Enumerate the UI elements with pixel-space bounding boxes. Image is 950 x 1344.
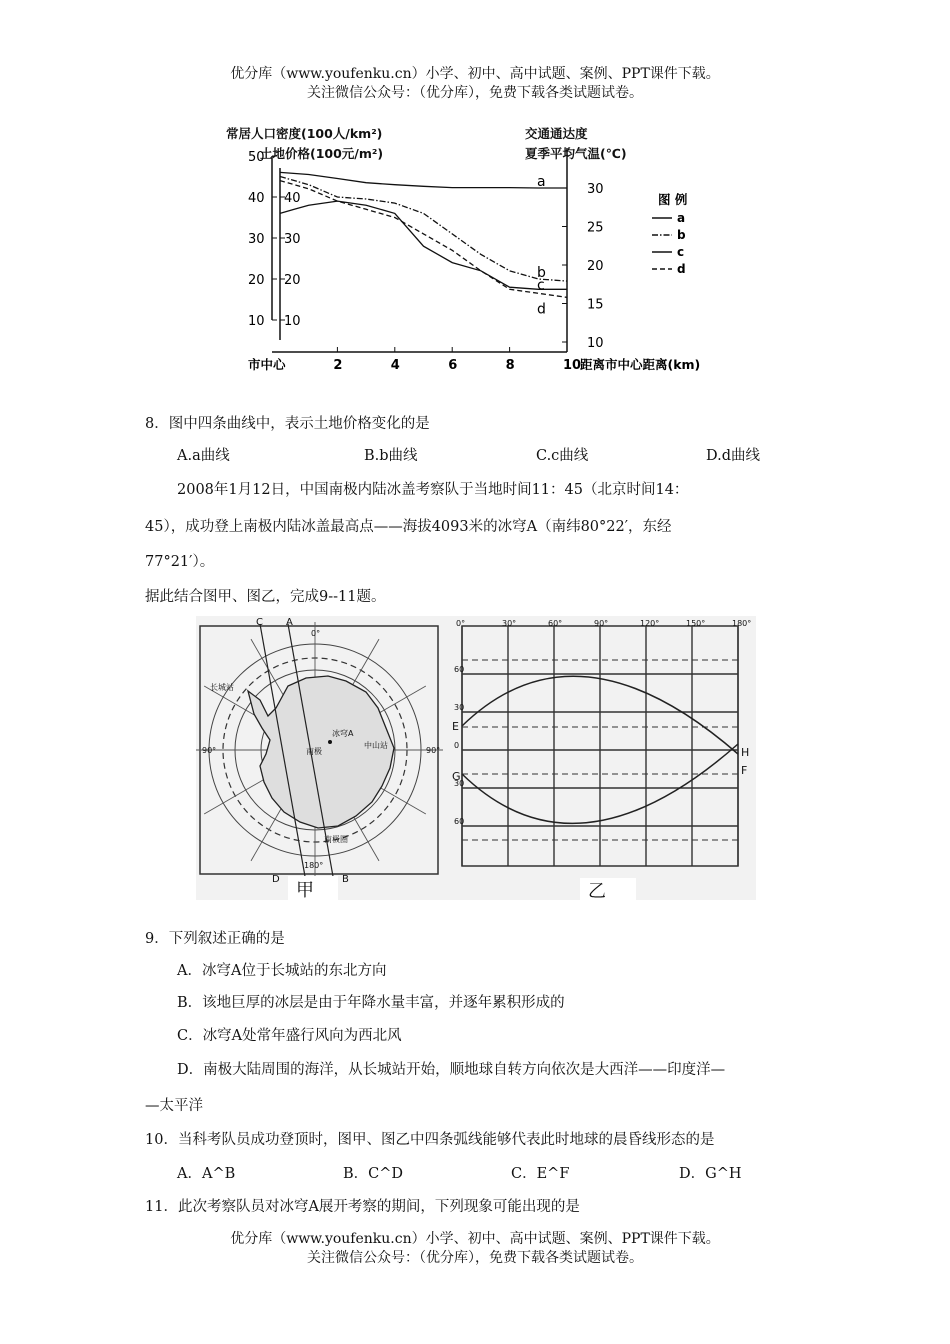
series-line-d xyxy=(280,181,567,298)
right-axis-tick-label: 30 xyxy=(587,182,604,197)
jia-label-180: 180° xyxy=(304,861,324,870)
jia-label-zhongshan: 中山站 xyxy=(364,741,388,750)
q8-stem: 8．图中四条曲线中，表示土地价格变化的是 xyxy=(145,416,430,432)
series-end-label-d: d xyxy=(537,301,546,318)
footer-line-2: 关注微信公众号：（优分库），免费下载各类试题试卷。 xyxy=(307,1250,643,1266)
yi-letter-f: F xyxy=(741,764,748,777)
q8-option-b: B.b曲线 xyxy=(364,448,418,464)
right-axis-tick-label: 10 xyxy=(587,336,604,351)
q9-option-d-line-1: D．南极大陆周围的海洋，从长城站开始，顺地球自转方向依次是大西洋——印度洋— xyxy=(177,1062,726,1078)
yi-side-label: 60 xyxy=(454,665,465,674)
yi-letter-e: E xyxy=(452,720,459,733)
yi-caption: 乙 xyxy=(588,881,606,900)
q10-option-b: B．C^D xyxy=(343,1166,404,1182)
jia-label-d: D xyxy=(272,874,280,885)
jia-caption: 甲 xyxy=(296,880,314,900)
jia-label-a: A xyxy=(286,617,293,628)
x-axis-tick-label: 6 xyxy=(448,358,458,373)
q10-option-c: C．E^F xyxy=(511,1166,570,1182)
jia-label-bingqiong: 冰穹A xyxy=(332,729,354,738)
legend-label-b: b xyxy=(677,228,686,242)
x-axis-tick-label: 4 xyxy=(390,358,400,373)
x-axis-tick-label: 2 xyxy=(333,358,343,373)
x-axis-label: 距离市中心距离(km) xyxy=(580,357,701,372)
series-line-b xyxy=(280,177,567,282)
footer-line-1: 优分库（www.youfenku.cn）小学、初中、高中试题、案例、PPT课件下载。 xyxy=(230,1231,720,1247)
x-axis-tick-label: 10 xyxy=(563,358,582,373)
jia-label-b: B xyxy=(342,874,349,885)
legend-label-a: a xyxy=(677,211,686,225)
header-line-2: 关注微信公众号：（优分库），免费下载各类试题试卷。 xyxy=(307,85,643,101)
passage-line-4: 据此结合图甲、图乙，完成9--11题。 xyxy=(145,589,386,605)
yi-letter-g: G xyxy=(452,770,461,783)
q10-stem: 10．当科考队员成功登顶时，图甲、图乙中四条弧线能够代表此时地球的晨昏线形态的是 xyxy=(145,1132,715,1148)
jia-label-e90: 90° xyxy=(426,746,441,755)
right-axis-tick-label: 20 xyxy=(587,259,604,274)
q9-option-b: B．该地巨厚的冰层是由于年降水量丰富，并逐年累积形成的 xyxy=(177,995,565,1011)
inner-axis-title: 土地价格(100元/m²) xyxy=(260,146,384,161)
jia-label-0deg: 0° xyxy=(311,629,321,638)
jia-label-nanjiquan: 南极圈 xyxy=(324,835,348,844)
q9-option-d-line-2: —太平洋 xyxy=(145,1098,203,1114)
yi-side-label: 60 xyxy=(454,817,465,826)
inner-axis-tick-label: 10 xyxy=(284,314,301,329)
figure-yi-graticule xyxy=(452,616,756,900)
yi-top-label: 180° xyxy=(732,619,752,628)
jia-label-w90: 90° xyxy=(202,746,217,755)
q9-option-a: A．冰穹A位于长城站的东北方向 xyxy=(177,963,387,979)
left-axis-tick-label: 20 xyxy=(248,273,265,288)
series-end-label-c: c xyxy=(537,277,545,294)
q10-option-a: A．A^B xyxy=(177,1166,236,1182)
q9-option-c: C．冰穹A处常年盛行风向为西北风 xyxy=(177,1028,402,1044)
q11-stem: 11．此次考察队员对冰穹A展开考察的期间，下列现象可能出现的是 xyxy=(145,1199,580,1215)
yi-top-label: 30° xyxy=(502,619,517,628)
urban-line-chart xyxy=(220,118,740,380)
q8-option-a: A.a曲线 xyxy=(177,448,230,464)
inner-axis-tick-label: 40 xyxy=(284,191,301,206)
right-axis-tick-label: 25 xyxy=(587,220,604,236)
passage-line-1: 2008年1月12日，中国南极内陆冰盖考察队于当地时间11：45（北京时间14： xyxy=(177,482,689,498)
right-axis-title-1: 交通通达度 xyxy=(525,126,588,141)
series-end-label-a: a xyxy=(537,173,546,190)
yi-top-label: 120° xyxy=(640,619,660,628)
x-origin-label: 市中心 xyxy=(248,357,286,372)
passage-line-2: 45），成功登上南极内陆冰盖最高点——海拔4093米的冰穹A（南纬80°22′，东经 xyxy=(145,519,672,535)
yi-top-label: 90° xyxy=(594,619,609,628)
right-axis-title-2: 夏季平均气温(℃) xyxy=(525,146,627,161)
jia-label-changcheng: 长城站 xyxy=(210,683,234,692)
yi-side-label: 30 xyxy=(454,703,465,712)
inner-axis-tick-label: 30 xyxy=(284,232,301,247)
jia-label-c: C xyxy=(256,617,263,628)
yi-letter-h: H xyxy=(741,746,750,759)
right-axis-tick-label: 15 xyxy=(587,297,604,313)
legend-label-c: c xyxy=(677,245,685,259)
left-axis-tick-label: 30 xyxy=(248,232,265,247)
series-line-a xyxy=(280,172,567,188)
passage-line-3: 77°21′）。 xyxy=(145,554,215,570)
yi-top-label: 0° xyxy=(456,619,466,628)
q9-stem: 9．下列叙述正确的是 xyxy=(145,931,285,947)
inner-axis-tick-label: 20 xyxy=(284,273,301,288)
left-axis-title: 常居人口密度(100人/km²) xyxy=(226,126,383,141)
left-axis-tick-label: 10 xyxy=(248,314,265,329)
series-end-label-b: b xyxy=(537,265,546,282)
yi-top-label: 60° xyxy=(548,619,563,628)
yi-top-label: 150° xyxy=(686,619,706,628)
q10-option-d: D．G^H xyxy=(679,1166,742,1182)
legend-label-d: d xyxy=(677,262,686,276)
legend-title: 图 例 xyxy=(658,192,688,207)
series-line-c xyxy=(280,201,567,289)
yi-side-label: 30 xyxy=(454,779,465,788)
figure-jia-antarctic-map xyxy=(196,616,452,900)
yi-side-label: 0 xyxy=(454,741,460,750)
header-line-1: 优分库（www.youfenku.cn）小学、初中、高中试题、案例、PPT课件下载。 xyxy=(230,66,720,82)
q8-option-c: C.c曲线 xyxy=(536,448,589,464)
left-axis-tick-label: 40 xyxy=(248,191,265,206)
left-axis-tick-label: 50 xyxy=(248,150,265,165)
jia-label-nanji: 南极 xyxy=(306,747,322,756)
q8-option-d: D.d曲线 xyxy=(706,448,760,464)
x-axis-tick-label: 8 xyxy=(505,358,515,373)
